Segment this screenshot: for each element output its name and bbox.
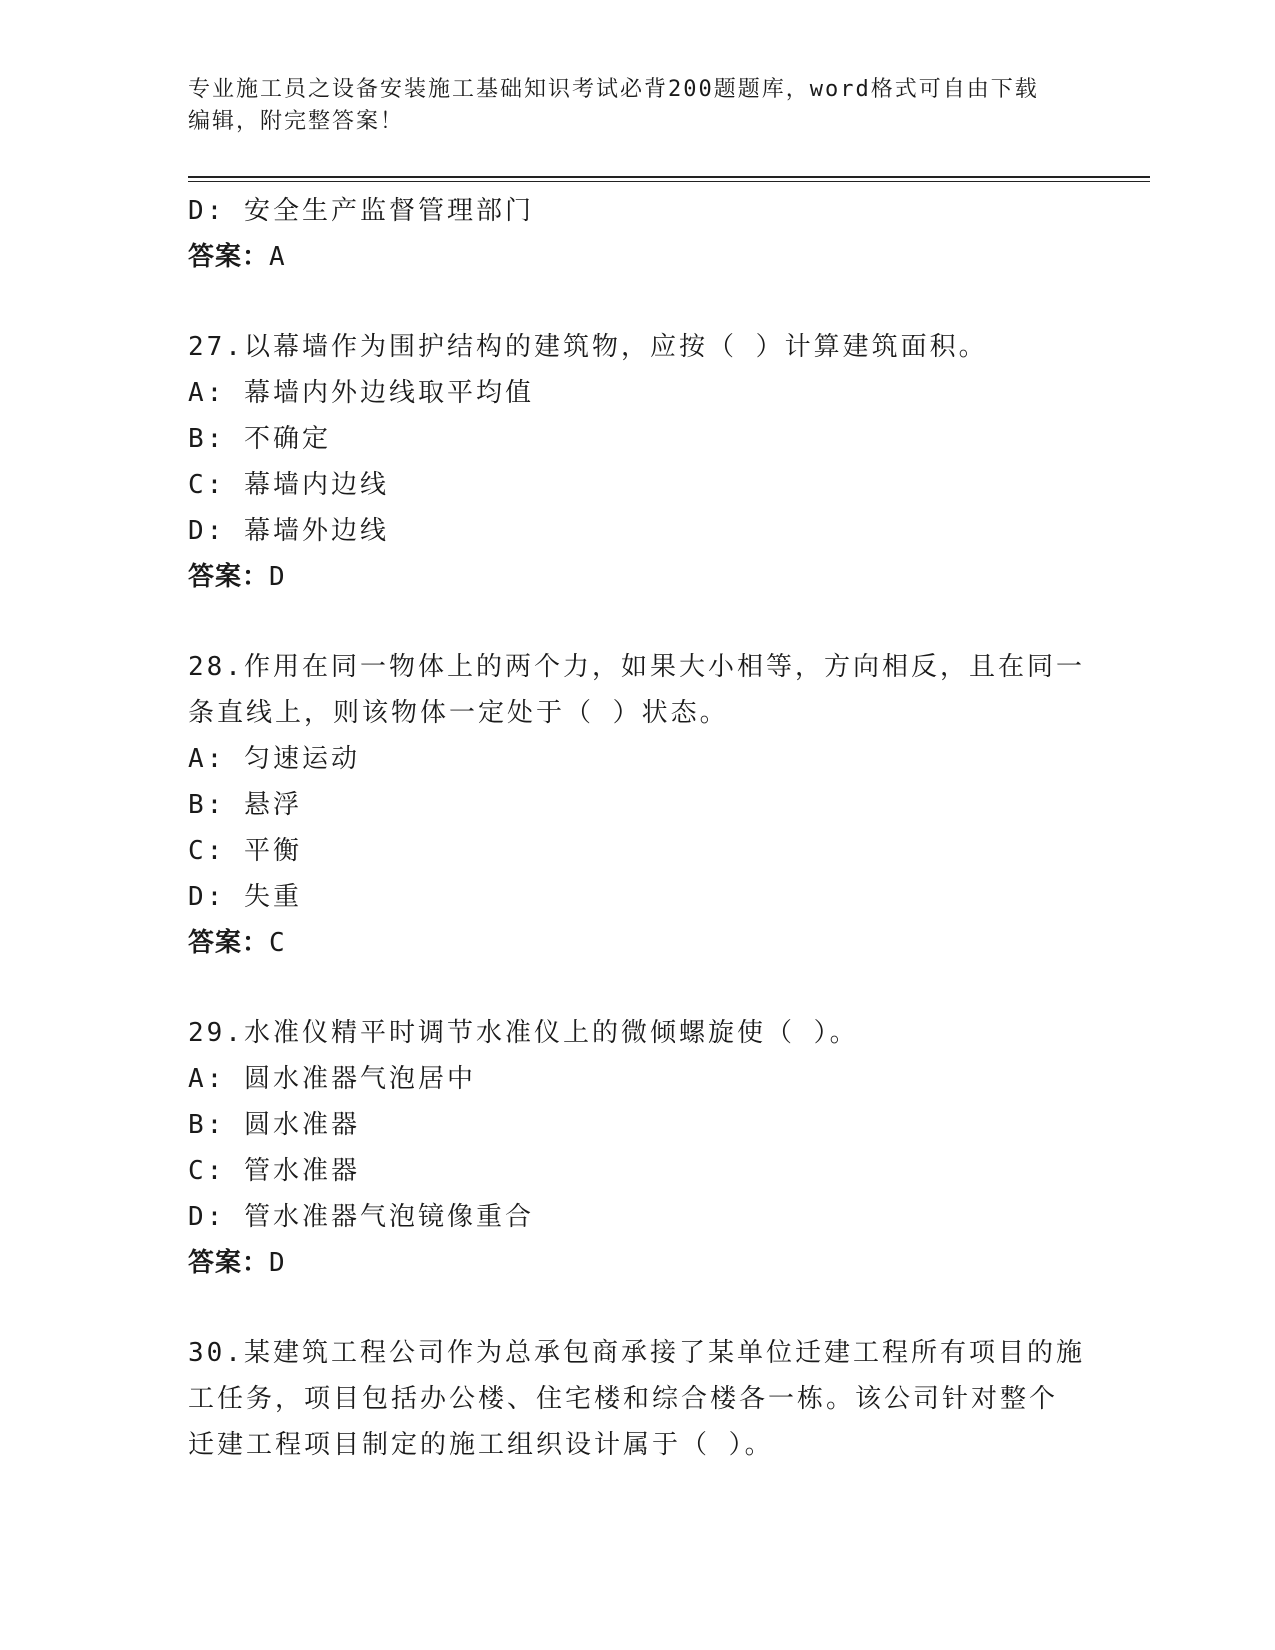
question-stem-line-1: 28.作用在同一物体上的两个力，如果大小相等，方向相反，且在同一 [188,652,1085,682]
option-b: B: 圆水准器 [188,1110,360,1140]
option-d: D: 幕墙外边线 [188,516,389,546]
answer-row [188,1240,1088,1286]
document-header [188,74,1088,138]
answer-label: 答案： [188,242,270,272]
option-d: D: 管水准器气泡镜像重合 [188,1202,534,1232]
option-b: B: 悬浮 [188,790,302,820]
answer-value: D [269,562,286,592]
answer-value: D [269,1248,286,1278]
question-28 [188,644,1088,966]
question-stem-line-3: 迁建工程项目制定的施工组织设计属于（ ）。 [188,1430,774,1460]
document-body [188,188,1088,1468]
option-a: A: 圆水准器气泡居中 [188,1064,476,1094]
spacer [188,280,1088,324]
option-c: C: 管水准器 [188,1156,360,1186]
answer-value: A [269,242,286,272]
option-d: D: 安全生产监督管理部门 [188,196,534,226]
answer-label: 答案： [188,928,270,958]
question-26-tail [188,188,1088,280]
question-stem-line-2: 工任务，项目包括办公楼、住宅楼和综合楼各一栋。该公司针对整个 [188,1384,1059,1414]
option-c: C: 平衡 [188,836,302,866]
header-line-2: 编辑，附完整答案！ [188,109,405,134]
answer-label: 答案： [188,562,270,592]
spacer [188,1286,1088,1330]
option-b: B: 不确定 [188,424,331,454]
question-27 [188,324,1088,600]
option-a: A: 幕墙内外边线取平均值 [188,378,534,408]
option-a: A: 匀速运动 [188,744,360,774]
question-stem: 27.以幕墙作为围护结构的建筑物，应按（ ）计算建筑面积。 [188,332,988,362]
answer-value: C [269,928,286,958]
spacer [188,600,1088,644]
question-29 [188,1010,1088,1286]
answer-row [188,920,1088,966]
header-divider-thick [188,176,1150,178]
question-30 [188,1330,1088,1468]
question-stem: 29.水准仪精平时调节水准仪上的微倾螺旋使（ ）。 [188,1018,859,1048]
option-c: C: 幕墙内边线 [188,470,389,500]
answer-row [188,234,1088,280]
question-stem-line-2: 条直线上，则该物体一定处于（ ）状态。 [188,698,729,728]
spacer [188,966,1088,1010]
answer-label: 答案： [188,1248,270,1278]
header-divider-thin [188,181,1150,182]
question-stem-line-1: 30.某建筑工程公司作为总承包商承接了某单位迁建工程所有项目的施 [188,1338,1085,1368]
option-d: D: 失重 [188,882,302,912]
header-line-1: 专业施工员之设备安装施工基础知识考试必背200题题库，word格式可自由下载 [188,77,1039,102]
answer-row [188,554,1088,600]
